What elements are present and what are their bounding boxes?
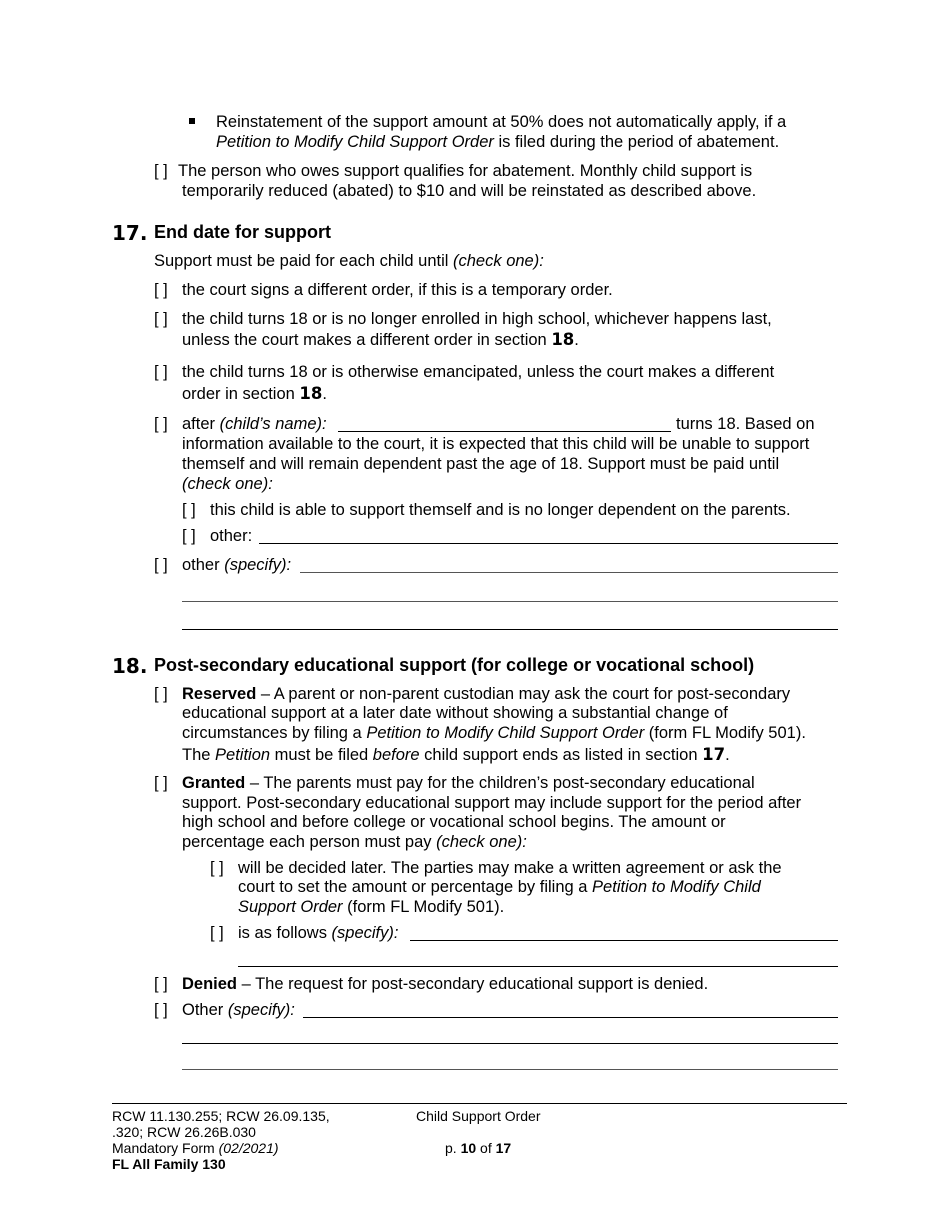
s17-sub2-label: other: (210, 527, 253, 545)
section-17-title: End date for support (154, 222, 331, 242)
footer-rcw-line2: .320; RCW 26.26B.030 (112, 1124, 256, 1140)
s17-sub2-checkbox[interactable]: [ ] (182, 527, 196, 545)
s18-reserved-line1: Reserved – A parent or non-parent custodian may ask the court for post-secondary (182, 685, 791, 703)
footer-rcw-line1: RCW 11.130.255; RCW 26.09.135, (112, 1108, 330, 1124)
s18-reserved-line3: circumstances by filing a Petition to Modify Child Support Order (form FL Modify 501). (182, 724, 806, 742)
abatement-text-line2: temporarily reduced (abated) to $10 and will be reinstated as described above. (182, 182, 757, 200)
s18-later-line1: will be decided later. The parties may make a written agreement or ask the (238, 859, 782, 877)
s18-follows-field[interactable] (410, 940, 838, 941)
footer-divider (112, 1103, 847, 1104)
section-18-title: Post-secondary educational support (for college or vocational school) (154, 655, 755, 675)
s17-opt5-label: other (specify): (182, 556, 292, 574)
s17-opt3-line1: the child turns 18 or is otherwise emancipated, unless the court makes a different (182, 363, 775, 381)
s17-opt1-checkbox[interactable]: [ ] (154, 281, 168, 299)
s17-sub1-checkbox[interactable]: [ ] (182, 501, 196, 519)
s18-granted-line2: support. Post-secondary educational support may include support for the period after (182, 794, 802, 812)
s17-opt2-line2: unless the court makes a different order in section 18. (182, 330, 579, 349)
s17-opt3-line2: order in section 18. (182, 384, 327, 403)
abatement-checkbox[interactable]: [ ] (154, 162, 168, 180)
s18-reserved-checkbox[interactable]: [ ] (154, 685, 168, 703)
abatement-text-line1: The person who owes support qualifies for abatement. Monthly child support is (178, 162, 753, 180)
s18-other-label: Other (specify): (182, 1001, 295, 1019)
s18-later-line3: Support Order (form FL Modify 501). (238, 898, 505, 916)
s17-opt1-text: the court signs a different order, if this is a temporary order. (182, 281, 613, 299)
s17-opt3-checkbox[interactable]: [ ] (154, 363, 168, 381)
footer-doc-title: Child Support Order (416, 1108, 541, 1124)
s18-reserved-line4: The Petition must be filed before child support ends as listed in section 17. (182, 745, 730, 764)
s17-opt2-checkbox[interactable]: [ ] (154, 310, 168, 328)
s18-other-line3-field[interactable] (182, 1069, 838, 1070)
bullet-text-line1: Reinstatement of the support amount at 50% does not automatically apply, if a (216, 113, 787, 131)
s17-opt4-line3: themself and will remain dependent past the age of 18. Support must be paid until (182, 455, 780, 473)
s18-other-checkbox[interactable]: [ ] (154, 1001, 168, 1019)
s18-granted-checkbox[interactable]: [ ] (154, 774, 168, 792)
s18-other-line2-field[interactable] (182, 1043, 838, 1044)
s18-follows-checkbox[interactable]: [ ] (210, 924, 224, 942)
s18-follows-label: is as follows (specify): (238, 924, 399, 942)
s18-reserved-line2: educational support at a later date without showing a substantial change of (182, 704, 728, 722)
s18-other-field[interactable] (303, 1017, 838, 1018)
s18-granted-line4: percentage each person must pay (check one): (182, 833, 527, 851)
s18-granted-line3: high school and before college or vocational school begins. The amount or (182, 813, 726, 831)
footer-page-number: p. 10 of 17 (445, 1140, 512, 1156)
s18-follows-line2-field[interactable] (238, 966, 838, 967)
s17-opt4-after: after (child’s name): (182, 415, 327, 433)
s17-opt4-turns: turns 18. Based on (676, 415, 815, 433)
s18-granted-line1: Granted – The parents must pay for the children’s post-secondary educational (182, 774, 755, 792)
s17-opt4-line2: information available to the court, it is expected that this child will be unable to support (182, 435, 810, 453)
s18-later-checkbox[interactable]: [ ] (210, 859, 224, 877)
bullet-icon (189, 118, 195, 124)
footer-form-id: FL All Family 130 (112, 1156, 226, 1172)
footer-mandatory: Mandatory Form (02/2021) (112, 1140, 279, 1156)
s17-opt2-line1: the child turns 18 or is no longer enrolled in high school, whichever happens last, (182, 310, 772, 328)
s17-opt4-line4: (check one): (182, 475, 273, 493)
s17-sub2-other-field[interactable] (259, 543, 838, 544)
child-name-field[interactable] (338, 431, 671, 432)
bullet-text-line2: Petition to Modify Child Support Order is filed during the period of abatement. (216, 133, 780, 151)
s17-opt5-checkbox[interactable]: [ ] (154, 556, 168, 574)
section-17-number: 17. (112, 221, 148, 245)
s17-sub1-text: this child is able to support themself and is no longer dependent on the parents. (210, 501, 791, 519)
s18-denied-text: Denied – The request for post-secondary educational support is denied. (182, 975, 709, 993)
s17-other-line2-field[interactable] (182, 601, 838, 602)
section-18-number: 18. (112, 654, 148, 678)
s18-later-line2: court to set the amount or percentage by filing a Petition to Modify Child (238, 878, 761, 896)
s17-other-specify-field[interactable] (300, 572, 838, 573)
s17-opt4-checkbox[interactable]: [ ] (154, 415, 168, 433)
s18-denied-checkbox[interactable]: [ ] (154, 975, 168, 993)
s17-other-line3-field[interactable] (182, 629, 838, 630)
section-17-intro: Support must be paid for each child until (check one): (154, 252, 544, 270)
